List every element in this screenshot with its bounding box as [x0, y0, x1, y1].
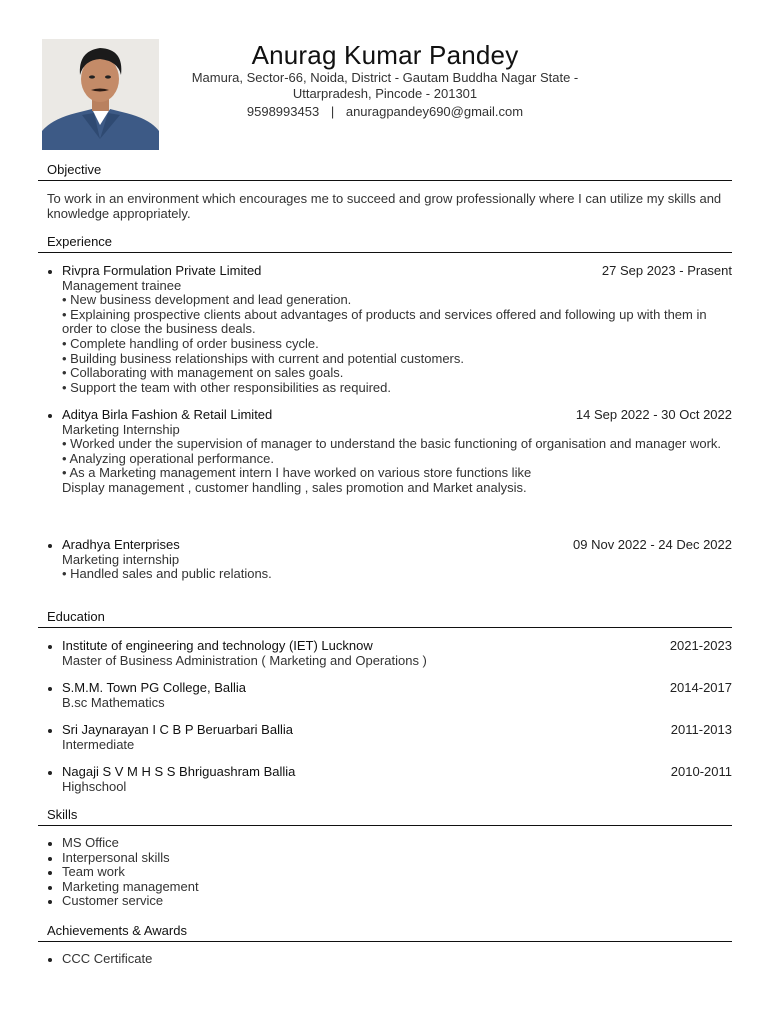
education-item	[47, 681, 732, 710]
section-title-education: Education	[38, 608, 732, 628]
degree: Highschool	[62, 778, 127, 794]
contact-line	[170, 104, 600, 120]
achievement-item: CCC Certificate	[47, 952, 732, 967]
job-detail: • Building business relationships with current and potential customers.	[62, 350, 464, 366]
experience-item	[47, 538, 732, 582]
degree: Master of Business Administration ( Marketing and Operations )	[62, 652, 427, 668]
experience-header	[47, 264, 732, 279]
organization-name: Aditya Birla Fashion & Retail Limited	[62, 407, 273, 422]
experience-item	[47, 408, 732, 496]
contact-separator: |	[330, 104, 335, 119]
skill-item: Interpersonal skills	[47, 851, 732, 866]
experience-item	[47, 264, 732, 395]
degree: B.sc Mathematics	[62, 694, 165, 710]
institution-name: Nagaji S V M H S S Bhriguashram Ballia	[62, 764, 296, 779]
degree: Intermediate	[62, 736, 135, 752]
skills-list	[47, 836, 732, 909]
email-address: anuragpandey690@gmail.com	[345, 104, 524, 119]
education-header	[47, 681, 732, 696]
date-range: 09 Nov 2022 - 24 Dec 2022	[573, 537, 732, 552]
job-detail: • Support the team with other responsibilities as required.	[62, 379, 391, 395]
institution-name: Institute of engineering and technology (IET) Lucknow	[62, 638, 373, 653]
skill-item: Customer service	[47, 894, 732, 909]
skill-item: Marketing management	[47, 880, 732, 895]
profile-photo	[42, 39, 159, 150]
skill-item: MS Office	[47, 836, 732, 851]
job-detail: • New business development and lead generation.	[62, 292, 352, 308]
job-detail: • Worked under the supervision of manager to understand the basic functioning of organisation and manager work.	[62, 436, 722, 452]
job-detail: • Explaining prospective clients about advantages of products and services offered and following up with them in order to close the business deals.	[62, 306, 707, 337]
phone-number: 9598993453	[246, 104, 320, 119]
date-range: 14 Sep 2022 - 30 Oct 2022	[575, 407, 732, 422]
organization-name: Aradhya Enterprises	[62, 537, 180, 552]
education-header	[47, 639, 732, 654]
section-title-skills: Skills	[38, 806, 732, 826]
section-title-objective: Objective	[38, 161, 732, 181]
experience-header	[47, 408, 732, 423]
skill-item: Team work	[47, 865, 732, 880]
job-detail: • As a Marketing management intern I have worked on various store functions like	[62, 465, 532, 481]
job-role: Marketing Internship	[62, 421, 180, 437]
job-detail: • Handled sales and public relations.	[62, 566, 272, 582]
job-role: Marketing internship	[62, 551, 180, 567]
institution-name: S.M.M. Town PG College, Ballia	[62, 680, 246, 695]
job-role: Management trainee	[62, 277, 182, 293]
date-range: 27 Sep 2023 - Prasent	[601, 263, 732, 278]
education-item	[47, 765, 732, 794]
job-detail: • Collaborating with management on sales goals.	[62, 365, 344, 381]
organization-name: Rivpra Formulation Private Limited	[62, 263, 262, 278]
institution-name: Sri Jaynarayan I C B P Beruarbari Ballia	[62, 722, 293, 737]
experience-header	[47, 538, 732, 553]
job-detail: Display management , customer handling , sales promotion and Market analysis.	[62, 479, 527, 495]
education-item	[47, 639, 732, 668]
job-detail: • Analyzing operational performance.	[62, 450, 274, 466]
candidate-name: Anurag Kumar Pandey	[251, 40, 519, 70]
section-title-achievements: Achievements & Awards	[38, 922, 732, 942]
achievements-list	[47, 952, 732, 967]
job-detail: • Complete handling of order business cycle.	[62, 335, 319, 351]
date-range: 2010-2011	[670, 764, 732, 779]
objective-text: To work in an environment which encourages me to succeed and grow professionally where I can utilize my skills and knowledge appropriately.	[47, 191, 722, 221]
date-range: 2014-2017	[669, 680, 732, 695]
person-photo-icon	[42, 39, 159, 150]
date-range: 2021-2023	[669, 638, 732, 653]
section-title-experience: Experience	[38, 233, 732, 253]
address: Mamura, Sector-66, Noida, District - Gautam Buddha Nagar State - Uttarpradesh, Pincode - 201301	[191, 70, 579, 101]
date-range: 2011-2013	[670, 722, 732, 737]
education-header	[47, 723, 732, 738]
education-item	[47, 723, 732, 752]
education-header	[47, 765, 732, 780]
resume-header	[170, 40, 600, 120]
